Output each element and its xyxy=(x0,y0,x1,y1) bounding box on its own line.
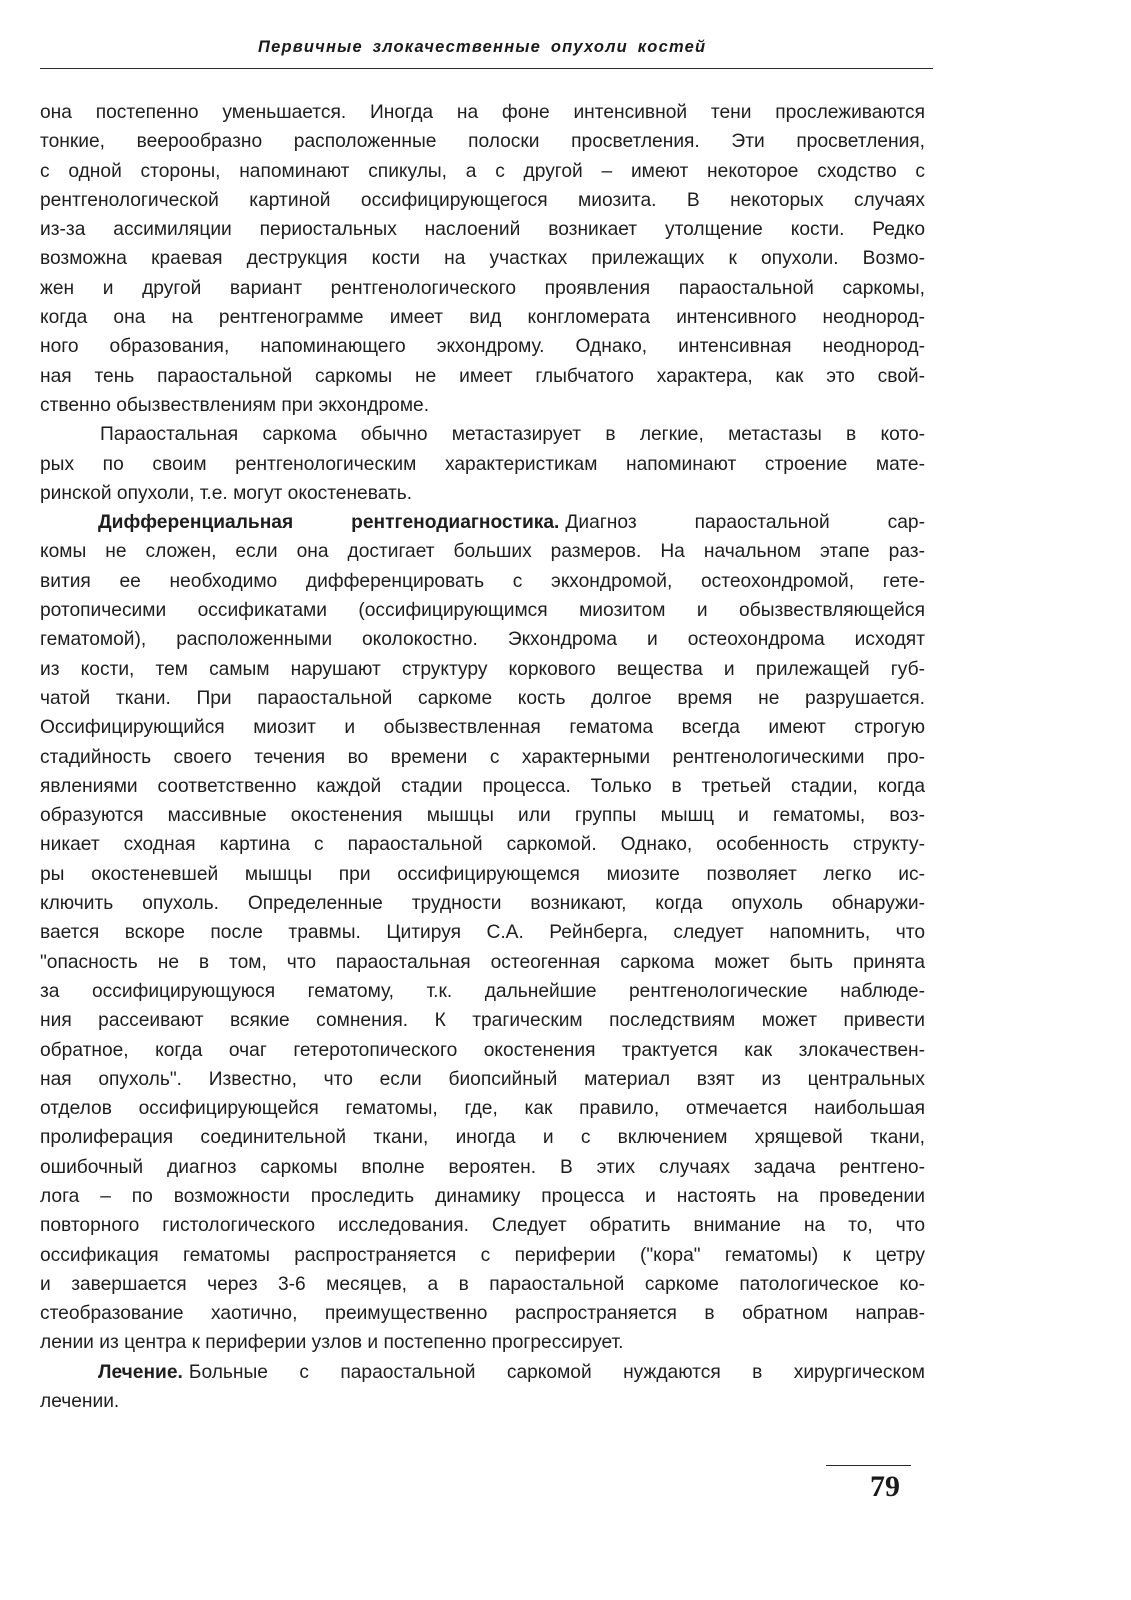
text-line: пролиферация соединительной ткани, иногда и с включением хрящевой ткани, xyxy=(40,1127,925,1149)
text-line: стеобразование хаотично, преимущественно распространяется в обратном направ- xyxy=(40,1303,925,1325)
text-line: ная тень параостальной саркомы не имеет глыбчатого характера, как это свой- xyxy=(40,365,925,387)
text-line: явлениями соответственно каждой стадии процесса. Только в третьей стадии, когда xyxy=(40,775,925,797)
paragraph xyxy=(40,508,925,1358)
text-line: стадийность своего течения во времени с характерными рентгенологическими про- xyxy=(40,746,925,768)
text-line-rest: Больные с параостальной саркомой нуждаются в хирургическом xyxy=(188,1361,925,1383)
text-line: никает сходная картина с параостальной саркомой. Однако, особенность структу- xyxy=(40,834,925,856)
text-line: ния рассеивают всякие сомнения. К трагическим последствиям может привести xyxy=(40,1010,925,1032)
text-line: вается вскоре после травмы. Цитируя С.А. Рейнберга, следует напомнить, что xyxy=(40,922,925,944)
text-line: рентгенологической картиной оссифицирующегося миозита. В некоторых случаях xyxy=(40,189,925,211)
text-line: обратное, когда очаг гетеротопического окостенения трактуется как злокачествен- xyxy=(40,1039,925,1061)
text-line: ротопичесими оссификатами (оссифицирующимся миозитом и обызвествляющейся xyxy=(40,600,925,622)
text-line: комы не сложен, если она достигает больших размеров. На начальном этапе раз- xyxy=(40,541,925,563)
text-line: рых по своим рентгенологическим характеристикам напоминают строение мате- xyxy=(40,453,925,475)
text-line: отделов оссифицирующейся гематомы, где, как правило, отмечается наибольшая xyxy=(40,1098,925,1120)
text-line xyxy=(40,508,925,537)
text-line: с одной стороны, напоминают спикулы, а с другой – имеют некоторое сходство с xyxy=(40,160,925,182)
paragraph xyxy=(40,1358,925,1417)
running-header xyxy=(40,30,933,69)
section-lead-heading: Дифференциальная рентгенодиагностика. xyxy=(98,512,560,534)
text-line: тонкие, веерообразно расположенные полоски просветления. Эти просветления, xyxy=(40,131,925,153)
section-lead-heading: Лечение. xyxy=(98,1361,183,1383)
paragraph xyxy=(40,98,925,420)
text-line: за оссифицирующуюся гематому, т.к. дальнейшие рентгенологические наблюде- xyxy=(40,980,925,1002)
text-line: "опасность не в том, что параостальная остеогенная саркома может быть принята xyxy=(40,951,925,973)
running-header-title: Первичные злокачественные опухоли костей xyxy=(258,38,707,56)
text-line: и завершается через 3-6 месяцев, а в параостальной саркоме патологическое ко- xyxy=(40,1273,925,1295)
text-line: ственно обызвествлениям при экхондроме. xyxy=(40,394,430,416)
text-line: жен и другой вариант рентгенологического проявления параостальной саркомы, xyxy=(40,277,925,299)
text-line: ринской опухоли, т.е. могут окостеневать. xyxy=(40,482,413,504)
page-number: 79 xyxy=(870,1470,900,1503)
page-body xyxy=(40,98,925,1416)
text-line: она постепенно уменьшается. Иногда на фоне интенсивной тени прослеживаются xyxy=(40,102,925,123)
footer-rule xyxy=(826,1465,911,1466)
text-line xyxy=(40,1358,925,1387)
text-line: ного образования, напоминающего экхондрому. Однако, интенсивная неоднород- xyxy=(40,336,925,358)
paragraph xyxy=(40,420,925,508)
text-line: ры окостеневшей мышцы при оссифицирующемся миозите позволяет легко ис- xyxy=(40,863,925,885)
text-line: образуются массивные окостенения мышцы или группы мышц и гематомы, воз- xyxy=(40,805,925,827)
text-line: повторного гистологического исследования. Следует обратить внимание на то, что xyxy=(40,1215,925,1237)
text-line: ключить опухоль. Определенные трудности возникают, когда опухоль обнаружи- xyxy=(40,893,925,915)
text-line: ная опухоль". Известно, что если биопсийный материал взят из центральных xyxy=(40,1068,925,1090)
text-line: из-за ассимиляции периостальных наслоений возникает утолщение кости. Редко xyxy=(40,219,925,241)
text-line: гематомой), расположенными околокостно. Экхондрома и остеохондрома исходят xyxy=(40,629,925,651)
text-line-rest: Диагноз параостальной сар- xyxy=(565,512,925,534)
text-line: возможна краевая деструкция кости на участках прилежащих к опухоли. Возмо- xyxy=(40,248,925,270)
text-line: лении из центра к периферии узлов и постепенно прогрессирует. xyxy=(40,1332,624,1354)
text-line: Параостальная саркома обычно метастазирует в легкие, метастазы в кото- xyxy=(100,424,925,446)
text-line: из кости, тем самым нарушают структуру коркового вещества и прилежащей губ- xyxy=(40,658,925,680)
text-line: вития ее необходимо дифференцировать с экхондромой, остеохондромой, гете- xyxy=(40,570,925,592)
text-line: Оссифицирующийся миозит и обызвествленная гематома всегда имеют строгую xyxy=(40,717,925,739)
text-line: лечении. xyxy=(40,1391,120,1413)
text-line: чатой ткани. При параостальной саркоме кость долгое время не разрушается. xyxy=(40,687,925,709)
text-line: оссификация гематомы распространяется с периферии ("кора" гематомы) к цетру xyxy=(40,1244,925,1266)
text-line: лога – по возможности проследить динамику процесса и настоять на проведении xyxy=(40,1185,925,1207)
text-line: ошибочный диагноз саркомы вполне вероятен. В этих случаях задача рентгено- xyxy=(40,1156,925,1178)
text-line: когда она на рентгенограмме имеет вид конгломерата интенсивного неоднород- xyxy=(40,307,925,329)
